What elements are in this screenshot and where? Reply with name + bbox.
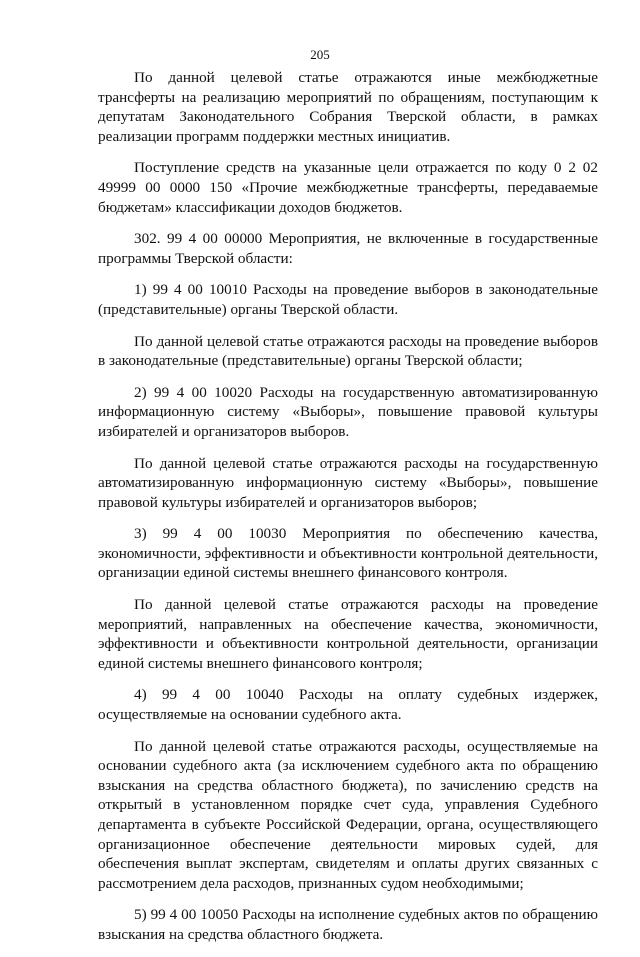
- document-body: [98, 68, 598, 957]
- page-number: 205: [310, 47, 330, 62]
- paragraph-interbudget-transfers: По данной целевой статье отражаются иные межбюджетные трансферты на реализацию мероприятий по обращениям, поступающим к депутатам Законодательного Собрания Тверской области, в рамках реализации программ поддержки местных инициатив.: [98, 69, 598, 145]
- paragraph-item-3: 3) 99 4 00 10030 Мероприятия по обеспечению качества, экономичности, эффективности и объективности контрольной деятельности, организации единой системы внешнего финансового контроля.: [98, 525, 598, 582]
- paragraph-item-4: 4) 99 4 00 10040 Расходы на оплату судебных издержек, осуществляемые на основании судебного акта.: [98, 686, 598, 724]
- paragraph-item-2: 2) 99 4 00 10020 Расходы на государственную автоматизированную информационную систему «Выборы», повышение правовой культуры избирателей и организаторов выборов.: [98, 383, 598, 440]
- paragraph-item-3-description: По данной целевой статье отражаются расходы на проведение мероприятий, направленных на обеспечение качества, экономичности, эффективности и объективности контрольной деятельности, организации единой системы внешнего финансового контроля;: [98, 596, 598, 672]
- paragraph-item-4-description: По данной целевой статье отражаются расходы, осуществляемые на основании судебного акта (за исключением судебного акта по обращению взыскания на средства областного бюджета), по зачислению средств на открытый в установленном порядке счет суда, управления Судебного департамента в субъекте Российской Федерации, органа, осуществляющего организационное обеспечение деятельности мировых судей, для обеспечения выплат экспертам, свидетелям и оплаты других связанных с рассмотрением дела расходов, признанных судом необходимыми;: [98, 737, 598, 892]
- paragraph-item-5: 5) 99 4 00 10050 Расходы на исполнение судебных актов по обращению взыскания на средства областного бюджета.: [98, 906, 598, 943]
- paragraph-revenue-code: Поступление средств на указанные цели отражается по коду 0 2 02 49999 00 0000 150 «Прочие межбюджетные трансферты, передаваемые бюджетам» классификации доходов бюджетов.: [98, 159, 598, 216]
- paragraph-item-1: 1) 99 4 00 10010 Расходы на проведение выборов в законодательные (представительные) органы Тверской области.: [98, 281, 598, 318]
- paragraph-item-2-description: По данной целевой статье отражаются расходы на государственную автоматизированную информационную систему «Выборы», повышение правовой культуры избирателей и организаторов выборов;: [98, 454, 598, 511]
- paragraph-section-302: 302. 99 4 00 00000 Мероприятия, не включенные в государственные программы Тверской области:: [98, 230, 598, 267]
- paragraph-item-1-description: По данной целевой статье отражаются расходы на проведение выборов в законодательные (представительные) органы Тверской области;: [98, 332, 598, 370]
